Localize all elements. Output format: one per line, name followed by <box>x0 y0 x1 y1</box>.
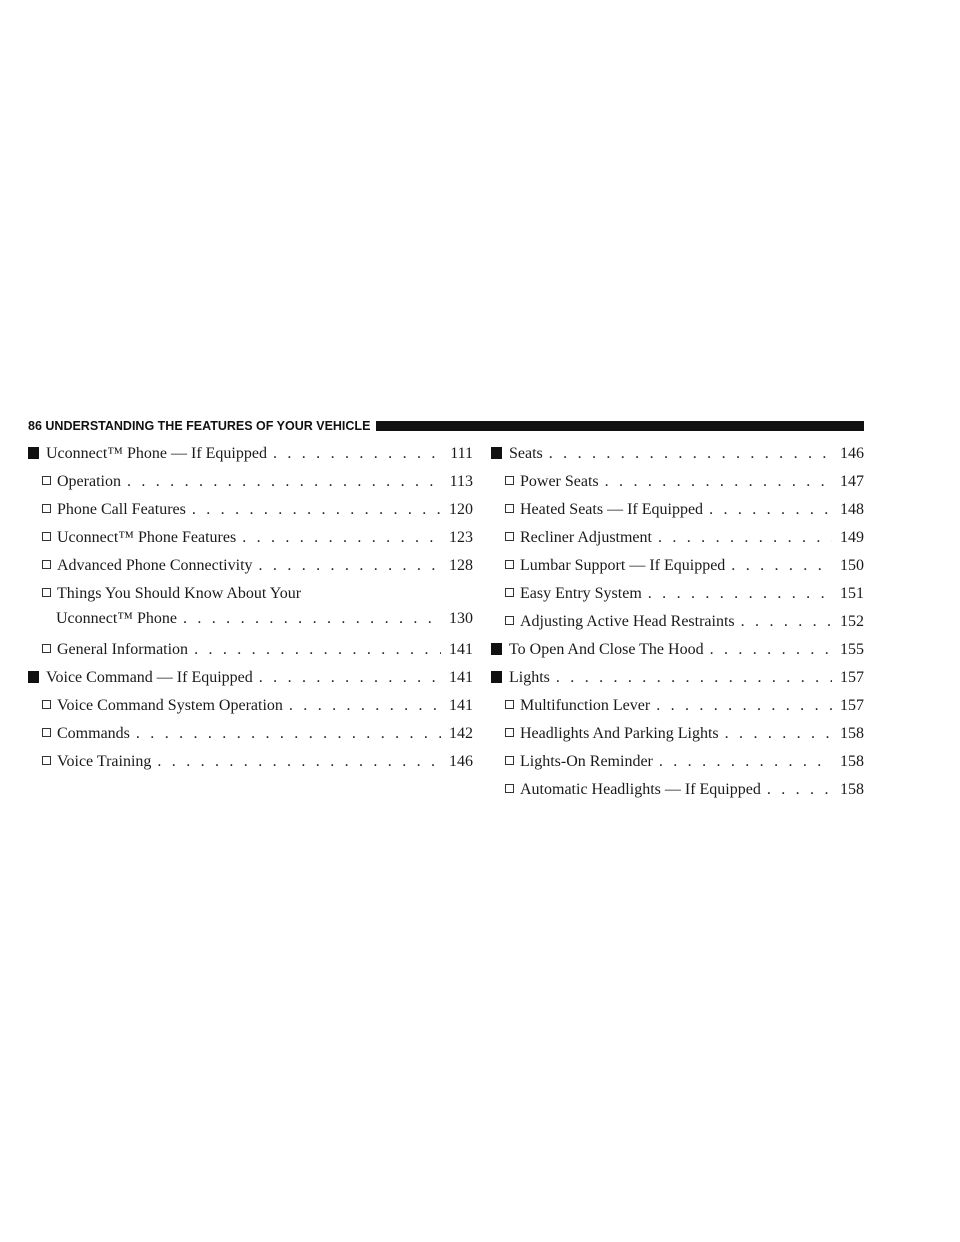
hollow-square-bullet-icon <box>505 560 514 569</box>
toc-label: To Open And Close The Hood <box>509 641 704 658</box>
dot-leader <box>709 496 832 524</box>
toc-label-line1: Things You Should Know About Your <box>57 585 302 602</box>
hollow-square-bullet-icon <box>42 560 51 569</box>
toc-entry-multiline[interactable] <box>28 580 473 630</box>
dot-leader <box>767 776 832 804</box>
hollow-square-bullet-icon <box>505 504 514 513</box>
dot-leader <box>605 468 832 496</box>
toc-label: Easy Entry System <box>520 585 642 602</box>
toc-page-number: 158 <box>840 725 864 742</box>
toc-label: Multifunction Lever <box>520 697 651 714</box>
toc-page-number: 123 <box>449 529 473 546</box>
hollow-square-bullet-icon <box>42 504 51 513</box>
toc-entry[interactable] <box>491 720 864 748</box>
hollow-square-bullet-icon <box>505 728 514 737</box>
toc-entry[interactable] <box>491 776 864 804</box>
toc-entry-line <box>42 580 473 608</box>
square-bullet-icon <box>491 643 502 655</box>
toc-label: Voice Training <box>57 753 152 770</box>
hollow-square-bullet-icon <box>42 532 51 541</box>
toc-page-number: 128 <box>449 557 473 574</box>
toc-entry[interactable] <box>491 748 864 776</box>
toc-entry[interactable] <box>28 496 473 524</box>
toc-page-number: 130 <box>449 610 473 627</box>
toc-label: Voice Command System Operation <box>57 697 283 714</box>
dot-leader <box>136 720 441 748</box>
hollow-square-bullet-icon <box>505 700 514 709</box>
toc-page-number: 150 <box>840 557 864 574</box>
toc-page-number: 148 <box>840 501 864 518</box>
toc-entry[interactable] <box>491 552 864 580</box>
toc-entry[interactable] <box>491 468 864 496</box>
toc-page-number: 149 <box>840 529 864 546</box>
toc-entry[interactable] <box>491 496 864 524</box>
toc-page-number: 155 <box>840 641 864 658</box>
toc-entry[interactable] <box>28 524 473 552</box>
toc-entry[interactable] <box>491 608 864 636</box>
dot-leader <box>656 692 832 720</box>
toc-page-number: 158 <box>840 753 864 770</box>
dot-leader <box>556 664 832 692</box>
toc-entry[interactable] <box>491 524 864 552</box>
toc-label: General Information <box>57 641 189 658</box>
toc-page-number: 157 <box>840 697 864 714</box>
dot-leader <box>289 692 441 720</box>
dot-leader <box>741 608 832 636</box>
toc-label: Adjusting Active Head Restraints <box>520 613 735 630</box>
toc-entry[interactable] <box>491 580 864 608</box>
toc-label-line2: Uconnect™ Phone <box>56 610 177 627</box>
hollow-square-bullet-icon <box>505 588 514 597</box>
square-bullet-icon <box>28 671 39 683</box>
toc-page-number: 113 <box>449 473 473 490</box>
dot-leader <box>659 748 832 776</box>
page-number: 86 <box>28 419 42 433</box>
toc-entry[interactable] <box>28 468 473 496</box>
page-header <box>28 418 864 434</box>
hollow-square-bullet-icon <box>42 728 51 737</box>
toc-label: Headlights And Parking Lights <box>520 725 719 742</box>
dot-leader <box>127 468 441 496</box>
toc-page-number: 120 <box>449 501 473 518</box>
dot-leader <box>273 440 441 468</box>
toc-entry-line <box>42 608 473 630</box>
toc-label: Automatic Headlights — If Equipped <box>520 781 761 798</box>
toc-label: Heated Seats — If Equipped <box>520 501 704 518</box>
toc-entry[interactable] <box>28 440 473 468</box>
toc-label: Power Seats <box>520 473 599 490</box>
toc-page-number: 147 <box>840 473 864 490</box>
hollow-square-bullet-icon <box>505 476 514 485</box>
toc-entry[interactable] <box>491 692 864 720</box>
toc-page-number: 157 <box>840 669 864 686</box>
toc-page-number: 146 <box>840 445 864 462</box>
toc-label: Phone Call Features <box>57 501 186 518</box>
toc-label: Advanced Phone Connectivity <box>57 557 253 574</box>
toc-label: Recliner Adjustment <box>520 529 652 546</box>
header-title <box>28 418 376 434</box>
hollow-square-bullet-icon <box>42 700 51 709</box>
dot-leader <box>658 524 832 552</box>
toc-label: Lights <box>509 669 550 686</box>
dot-leader <box>183 608 441 630</box>
toc-entry[interactable] <box>491 636 864 664</box>
toc-page-number: 141 <box>449 697 473 714</box>
dot-leader <box>725 720 832 748</box>
dot-leader <box>259 552 441 580</box>
dot-leader <box>157 748 441 776</box>
hollow-square-bullet-icon <box>42 756 51 765</box>
dot-leader <box>192 496 441 524</box>
toc-label: Uconnect™ Phone — If Equipped <box>46 445 267 462</box>
toc-entry[interactable] <box>28 552 473 580</box>
toc-entry[interactable] <box>28 692 473 720</box>
hollow-square-bullet-icon <box>42 476 51 485</box>
hollow-square-bullet-icon <box>505 616 514 625</box>
toc-entry[interactable] <box>491 440 864 468</box>
dot-leader <box>549 440 832 468</box>
toc-label: Seats <box>509 445 543 462</box>
square-bullet-icon <box>28 447 39 459</box>
toc-page-number: 151 <box>840 585 864 602</box>
dot-leader <box>648 580 832 608</box>
toc-left-column <box>28 440 473 776</box>
toc-entry[interactable] <box>491 664 864 692</box>
dot-leader <box>710 636 832 664</box>
hollow-square-bullet-icon <box>505 784 514 793</box>
toc-page-number: 158 <box>840 781 864 798</box>
toc-entry[interactable] <box>28 720 473 748</box>
toc-entry[interactable] <box>28 636 473 664</box>
toc-right-column <box>491 440 864 804</box>
toc-entry[interactable] <box>28 748 473 776</box>
section-title: UNDERSTANDING THE FEATURES OF YOUR VEHICLE <box>45 419 371 433</box>
dot-leader <box>259 664 441 692</box>
hollow-square-bullet-icon <box>505 532 514 541</box>
hollow-square-bullet-icon <box>42 644 51 653</box>
toc-entry[interactable] <box>28 664 473 692</box>
square-bullet-icon <box>491 447 502 459</box>
dot-leader <box>731 552 832 580</box>
dot-leader <box>194 636 441 664</box>
dot-leader <box>242 524 441 552</box>
toc-label: Commands <box>57 725 130 742</box>
toc-page-number: 142 <box>449 725 473 742</box>
toc-label: Voice Command — If Equipped <box>46 669 253 686</box>
hollow-square-bullet-icon <box>505 756 514 765</box>
toc-label: Lumbar Support — If Equipped <box>520 557 726 574</box>
toc-page-number: 141 <box>449 641 473 658</box>
hollow-square-bullet-icon <box>42 588 51 597</box>
toc-label: Lights-On Reminder <box>520 753 653 770</box>
square-bullet-icon <box>491 671 502 683</box>
toc-page-number: 141 <box>449 669 473 686</box>
toc-label: Uconnect™ Phone Features <box>57 529 237 546</box>
toc-page-number: 152 <box>840 613 864 630</box>
toc-label: Operation <box>57 473 121 490</box>
toc-page-number: 146 <box>449 753 473 770</box>
toc-page-number: 111 <box>450 445 473 462</box>
